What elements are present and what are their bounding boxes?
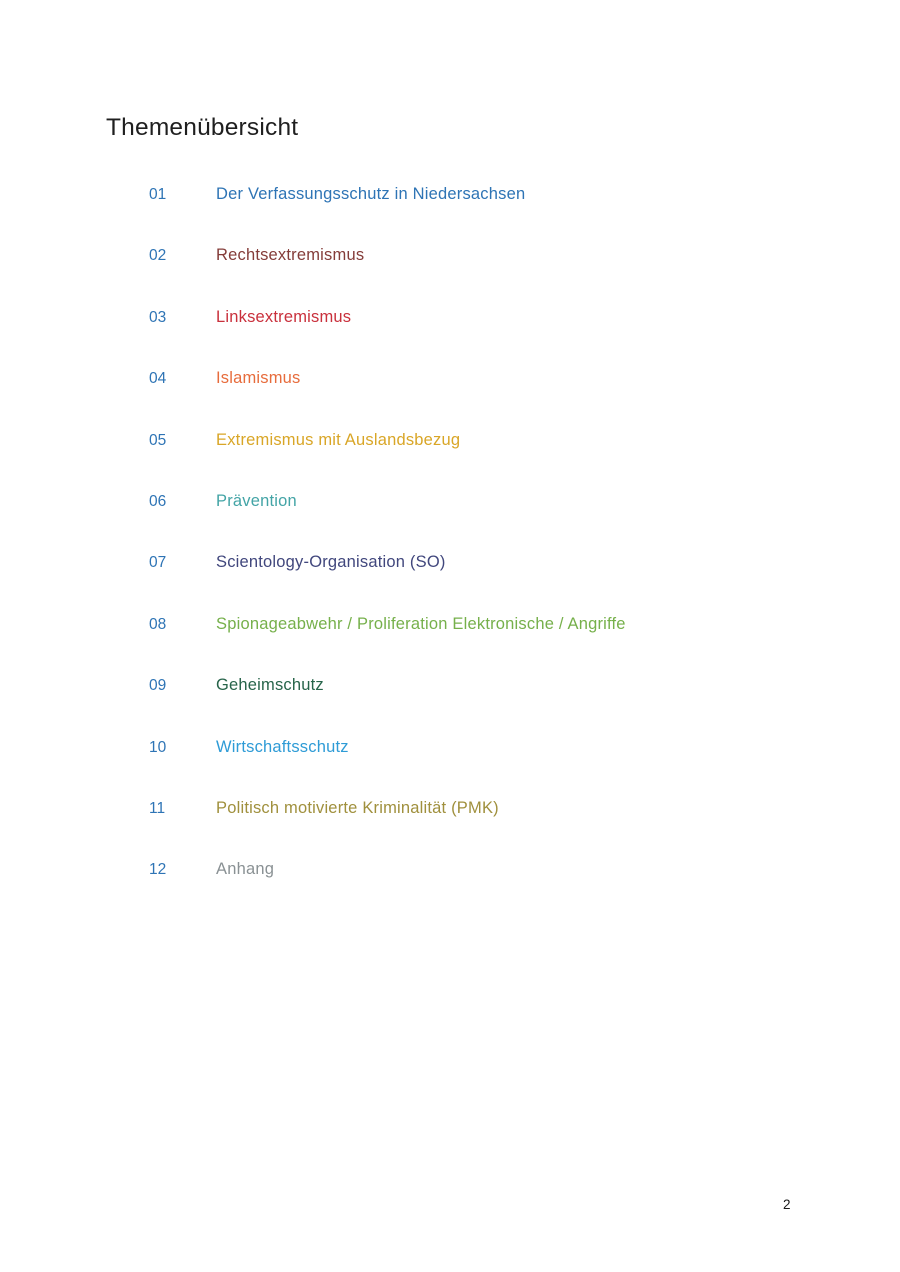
toc-row[interactable] (149, 307, 626, 368)
toc-row[interactable] (149, 184, 626, 245)
page-title: Themenübersicht (106, 114, 299, 141)
page-number: 2 (783, 1197, 791, 1212)
toc-row[interactable] (149, 614, 626, 675)
toc-item-label: Wirtschaftsschutz (216, 737, 349, 756)
toc-item-number: 04 (149, 370, 167, 388)
toc-item-number: 05 (149, 431, 167, 449)
toc-row[interactable] (149, 675, 626, 736)
toc-item-label: Politisch motivierte Kriminalität (PMK) (216, 798, 499, 817)
toc-item-label: Geheimschutz (216, 676, 324, 695)
toc-item-number: 03 (149, 308, 167, 326)
toc-row[interactable] (149, 737, 626, 798)
toc-item-number: 02 (149, 247, 167, 265)
toc-row[interactable] (149, 430, 626, 491)
toc-item-label: Scientology-Organisation (SO) (216, 553, 446, 572)
toc-item-label: Anhang (216, 860, 275, 879)
toc-row[interactable] (149, 859, 626, 920)
toc-item-label: Linksextremismus (216, 307, 352, 326)
toc-item-number: 07 (149, 554, 167, 572)
toc-item-number: 11 (149, 799, 166, 817)
toc-item-number: 06 (149, 492, 167, 510)
toc-item-label: Extremismus mit Auslandsbezug (216, 430, 461, 449)
toc-item-label: Prävention (216, 491, 297, 510)
toc-row[interactable] (149, 368, 626, 429)
toc-item-label: Der Verfassungsschutz in Niedersachsen (216, 185, 526, 203)
toc-item-number: 09 (149, 677, 167, 695)
toc-item-number: 12 (149, 861, 167, 879)
toc-row[interactable] (149, 491, 626, 552)
toc-list (149, 184, 626, 921)
toc-row[interactable] (149, 552, 626, 613)
toc-item-number: 08 (149, 615, 167, 633)
toc-item-label: Spionageabwehr / Proliferation Elektronische / Angriffe (216, 614, 626, 633)
toc-item-number: 01 (149, 186, 167, 203)
toc-row[interactable] (149, 245, 626, 306)
toc-item-label: Rechtsextremismus (216, 246, 365, 265)
toc-item-number: 10 (149, 738, 167, 756)
toc-item-label: Islamismus (216, 369, 301, 388)
toc-row[interactable] (149, 798, 626, 859)
